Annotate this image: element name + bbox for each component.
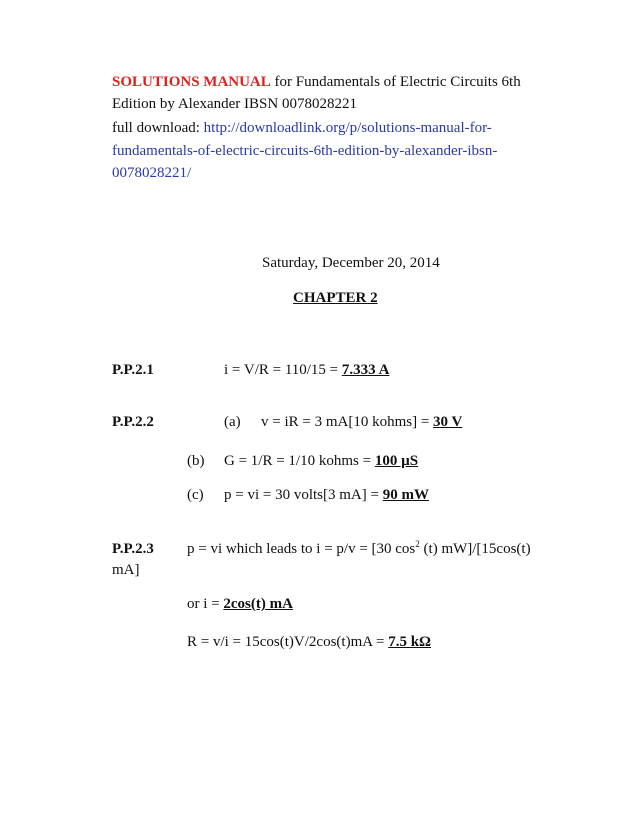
pp22b-label: (b) — [187, 453, 205, 469]
download-link-part1[interactable]: http://downloadlink.org/p/solutions-manual-for- — [203, 120, 492, 136]
pp22a-label: (a) — [224, 414, 241, 430]
solutions-manual-label: SOLUTIONS MANUAL — [112, 74, 271, 90]
download-label: full download: — [112, 120, 204, 136]
date-text: Saturday, December 20, 2014 — [262, 255, 440, 271]
pp23-or-answer: 2cos(t) mA — [223, 596, 293, 612]
download-line — [112, 118, 492, 138]
header-title-line — [112, 72, 521, 92]
pp22c-label: (c) — [187, 487, 204, 503]
download-link-line3 — [112, 163, 191, 183]
pp23-line1 — [187, 539, 531, 559]
pp23-line1-continued: mA] — [112, 562, 140, 578]
problem-label-pp23: P.P.2.3 — [112, 541, 154, 557]
pp21-line — [224, 360, 389, 380]
pp23-r-line — [187, 632, 431, 652]
pp22b-line — [224, 451, 418, 471]
pp22c-answer: 90 mW — [382, 487, 429, 503]
pp22c-line — [224, 485, 429, 505]
download-link-part3[interactable]: 0078028221/ — [112, 165, 192, 181]
pp22c-expression: p = vi = 30 volts[3 mA] = — [224, 487, 383, 503]
pp23-or-expression: or i = — [187, 596, 224, 612]
pp23-or-line — [187, 594, 293, 614]
pp23-superscript: 2 — [415, 539, 420, 549]
pp23-line1-a: p = vi which leads to i = p/v = [30 cos — [187, 541, 416, 557]
pp22b-expression: G = 1/R = 1/10 kohms = — [224, 453, 375, 469]
problem-label-pp21: P.P.2.1 — [112, 362, 154, 378]
pp22b-answer: 100 µS — [374, 453, 419, 469]
pp23-r-expression: R = v/i = 15cos(t)V/2cos(t)mA = — [187, 634, 389, 650]
chapter-heading: CHAPTER 2 — [293, 290, 378, 306]
pp22a-expression: v = iR = 3 mA[10 kohms] = — [261, 414, 434, 430]
pp23-r-answer: 7.5 kΩ — [388, 634, 432, 650]
problem-label-pp22: P.P.2.2 — [112, 414, 154, 430]
pp22a-answer: 30 V — [433, 414, 463, 430]
pp23-line1-b: (t) mW]/[15cos(t) — [419, 541, 531, 557]
header-edition-line: Edition by Alexander IBSN 0078028221 — [112, 96, 357, 112]
header-title-rest: for Fundamentals of Electric Circuits 6th — [270, 74, 521, 90]
pp21-expression: i = V/R = 110/15 = — [224, 362, 342, 378]
download-link-part2[interactable]: fundamentals-of-electric-circuits-6th-edition-by-alexander-ibsn- — [112, 143, 498, 159]
pp21-answer: 7.333 A — [341, 362, 390, 378]
download-link-line2 — [112, 141, 497, 161]
pp22a-line — [261, 412, 462, 432]
